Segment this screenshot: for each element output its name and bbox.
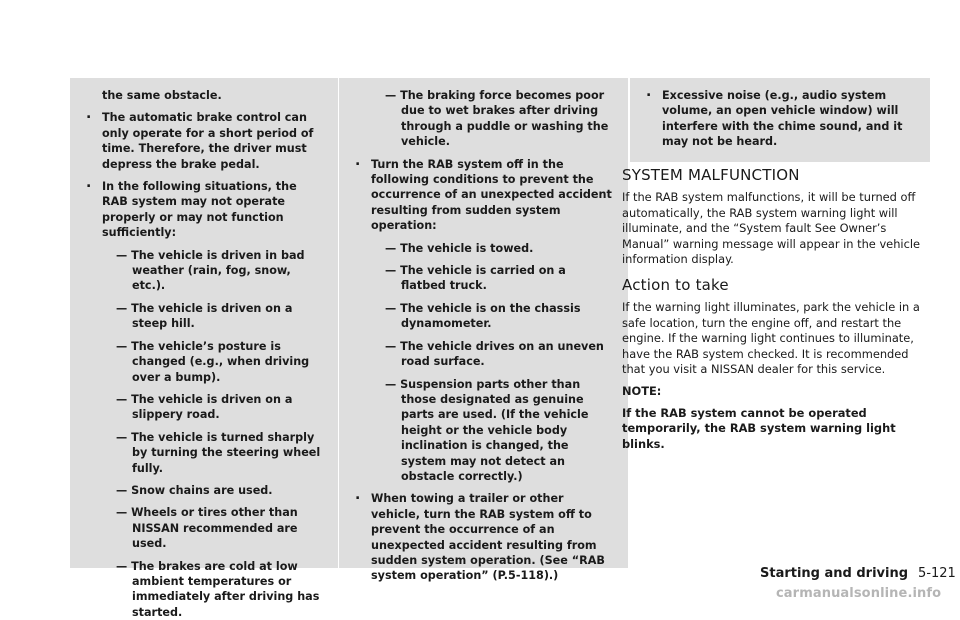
- warning-panel-left: [70, 78, 338, 619]
- watermark: carmanualsonline.info: [776, 586, 942, 601]
- sub-item: — The vehicle is carried on a flatbed truck.: [385, 264, 566, 293]
- sub-item: — The vehicle’s posture is changed (e.g., when driving over a bump).: [116, 339, 310, 384]
- sub-item: — Snow chains are used.: [116, 483, 273, 497]
- subsection-heading: Action to take: [622, 275, 729, 294]
- warning-panel-right: [630, 78, 930, 162]
- bullet-item: . In the following situations, the RAB system may not operate properly or may not function sufficiently:: [84, 179, 324, 241]
- body-paragraph: If the RAB system malfunctions, it will be turned off automatically, the RAB system warning light will illuminate, and the “System fault See Owner’s Manual” warning message will appear in the vehicle information display.: [622, 190, 921, 267]
- sub-item: — The vehicle is driven on a steep hill.: [116, 301, 293, 331]
- sub-item: — The vehicle is on the chassis dynamometer.: [385, 301, 581, 331]
- sub-item: — The braking force becomes poor due to wet brakes after driving through a puddle or washing the vehicle.: [385, 89, 609, 149]
- section-heading: SYSTEM MALFUNCTION: [622, 166, 800, 184]
- note-label: NOTE:: [622, 383, 662, 398]
- malfunction-section: [622, 166, 922, 458]
- sub-item: — The vehicle is towed.: [385, 241, 534, 255]
- section-name: Starting and driving: [760, 566, 909, 581]
- warning-panel-middle: [339, 78, 628, 583]
- note-text: If the RAB system cannot be operated temporarily, the RAB system warning light blinks.: [622, 405, 896, 451]
- page-footer: [760, 566, 956, 581]
- sub-item: — The vehicle is driven in bad weather (rain, fog, snow, etc.).: [116, 248, 305, 293]
- sub-item: — Suspension parts other than those designated as genuine parts are used. (If the vehicle height or the vehicle body inclination is changed, the system may not detect an obstacle correctly.): [385, 377, 589, 483]
- page-number: 5-121: [918, 566, 956, 581]
- sub-item: — The vehicle is driven on a slippery road.: [116, 392, 293, 422]
- body-paragraph: If the warning light illuminates, park the vehicle in a safe location, turn the engine off, and restart the engine. If the warning light continues to illuminate, have the RAB system checked. It is recommended that you visit a NISSAN dealer for this service.: [622, 299, 920, 377]
- bullet-item: . When towing a trailer or other vehicle, turn the RAB system off to prevent the occurrence of an unexpected accident resulting from sudden system operation. (See “RAB system operation” (P.5-118).): [353, 491, 614, 583]
- continued-text: the same obstacle.: [102, 89, 222, 102]
- sub-item: — The vehicle is turned sharply by turning the steering wheel fully.: [116, 430, 321, 475]
- sub-item: — Wheels or tires other than NISSAN recommended are used.: [116, 506, 298, 551]
- bullet-item: . The automatic brake control can only operate for a short period of time. Therefore, the driver must depress the brake pedal.: [84, 110, 324, 172]
- sub-item: — The brakes are cold at low ambient temperatures or immediately after driving has started.: [116, 559, 320, 619]
- bullet-item: . Turn the RAB system off in the following conditions to prevent the occurrence of an unexpected accident resulting from sudden system operation:: [353, 157, 614, 234]
- sub-item: — The vehicle drives on an uneven road surface.: [385, 339, 604, 369]
- bullet-item: . Excessive noise (e.g., audio system volume, an open vehicle window) will interfere with the chime sound, and it may not be heard.: [644, 88, 916, 150]
